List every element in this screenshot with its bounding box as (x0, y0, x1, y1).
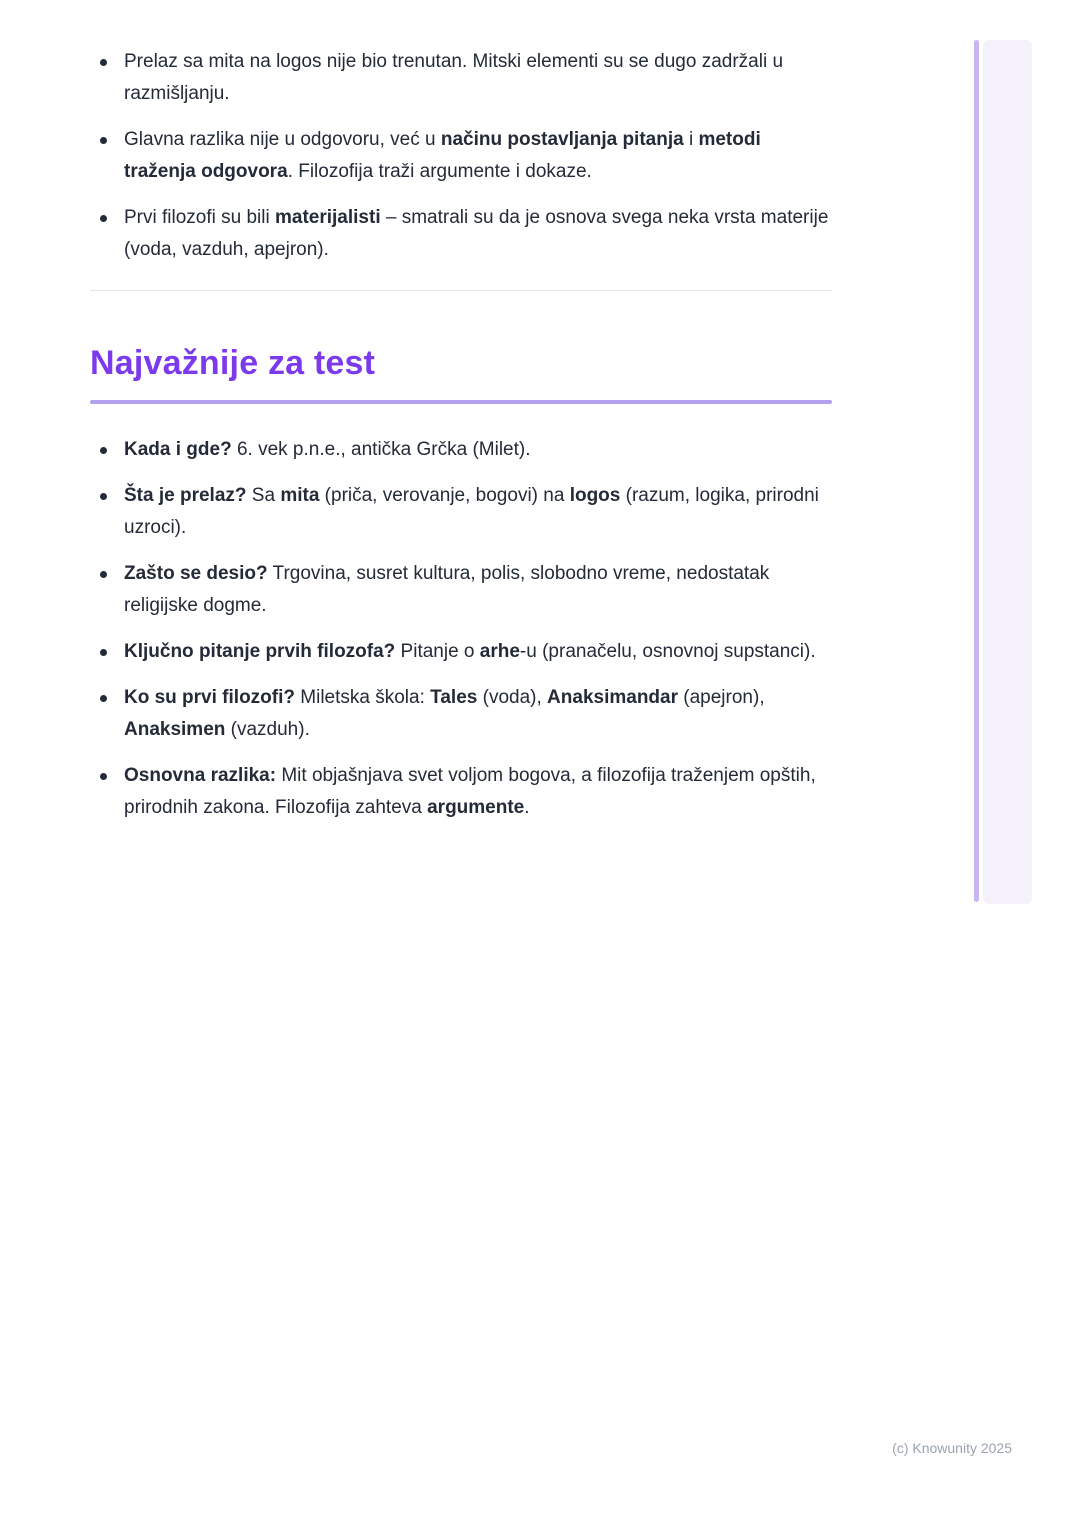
text-segment: Prvi filozofi su bili (124, 207, 275, 228)
section-divider (90, 290, 832, 291)
copyright-footer: (c) Knowunity 2025 (892, 1440, 1012, 1456)
text-segment: i (683, 129, 699, 150)
bullet-item (90, 434, 832, 466)
bold-text-segment: arhe (479, 641, 520, 662)
bold-text-segment: Tales (430, 687, 478, 708)
bullet-item (90, 124, 832, 188)
text-segment: Prelaz sa mita na logos nije bio trenutan. Mitski elementi su se dugo zadržali u razmišljanju. (124, 51, 784, 104)
bullet-item (90, 636, 832, 668)
text-segment: Trgovina, susret kultura, polis, slobodno vreme, nedostatak religijske dogme. (124, 563, 770, 616)
text-segment: (priča, verovanje, bogovi) na (319, 485, 570, 506)
bold-text-segment: Kada i gde? (124, 439, 232, 460)
bullet-item (90, 558, 832, 622)
text-segment: -u (pranačelu, osnovnoj supstanci). (519, 641, 816, 662)
bullet-item (90, 46, 832, 110)
bold-text-segment: Osnovna razlika: (124, 765, 277, 786)
text-segment: . Filozofija traži argumente i dokaze. (287, 161, 592, 182)
bullet-item (90, 202, 832, 266)
bullet-item (90, 760, 832, 824)
bold-text-segment: Zašto se desio? (124, 563, 268, 584)
page-edge-panel (983, 40, 1032, 904)
text-segment: (voda), (477, 687, 548, 708)
page-edge-accent-bar (974, 40, 979, 902)
text-segment: 6. vek p.n.e., antička Grčka (Milet). (231, 439, 531, 460)
bold-text-segment: argumente (427, 797, 525, 818)
text-segment: . (524, 797, 530, 818)
text-segment: Miletska škola: (295, 687, 431, 708)
bold-text-segment: Anaksimandar (547, 687, 678, 708)
bold-text-segment: Ko su prvi filozofi? (124, 687, 295, 708)
text-segment: (razum, logika, prirodni uzroci). (124, 485, 819, 538)
bullet-item (90, 682, 832, 746)
bold-text-segment: Ključno pitanje prvih filozofa? (124, 641, 396, 662)
title-underline (90, 400, 832, 404)
text-segment: (vazduh). (225, 719, 310, 740)
bold-text-segment: mita (280, 485, 320, 506)
text-segment: Sa (246, 485, 281, 506)
bold-text-segment: Anaksimen (124, 719, 226, 740)
text-segment: Pitanje o (395, 641, 480, 662)
text-segment: Glavna razlika nije u odgovoru, već u (124, 129, 441, 150)
bold-text-segment: načinu postavljanja pitanja (440, 129, 684, 150)
bullet-item (90, 480, 832, 544)
bold-text-segment: metodi traženja odgovora (124, 129, 761, 182)
bold-text-segment: materijalisti (275, 207, 381, 228)
test-bullet-list (90, 434, 832, 824)
bold-text-segment: Šta je prelaz? (124, 485, 247, 506)
notes-content (90, 46, 832, 838)
intro-bullet-list (90, 46, 832, 266)
text-segment: (apejron), (678, 687, 765, 708)
text-segment: Mit objašnjava svet voljom bogova, a filozofija traženjem opštih, prirodnih zakona. Filozofija zahteva (124, 765, 816, 818)
bold-text-segment: logos (569, 485, 621, 506)
section-title: Najvažnije za test (90, 344, 376, 382)
text-segment: – smatrali su da je osnova svega neka vrsta materije (voda, vazduh, apejron). (124, 207, 829, 260)
